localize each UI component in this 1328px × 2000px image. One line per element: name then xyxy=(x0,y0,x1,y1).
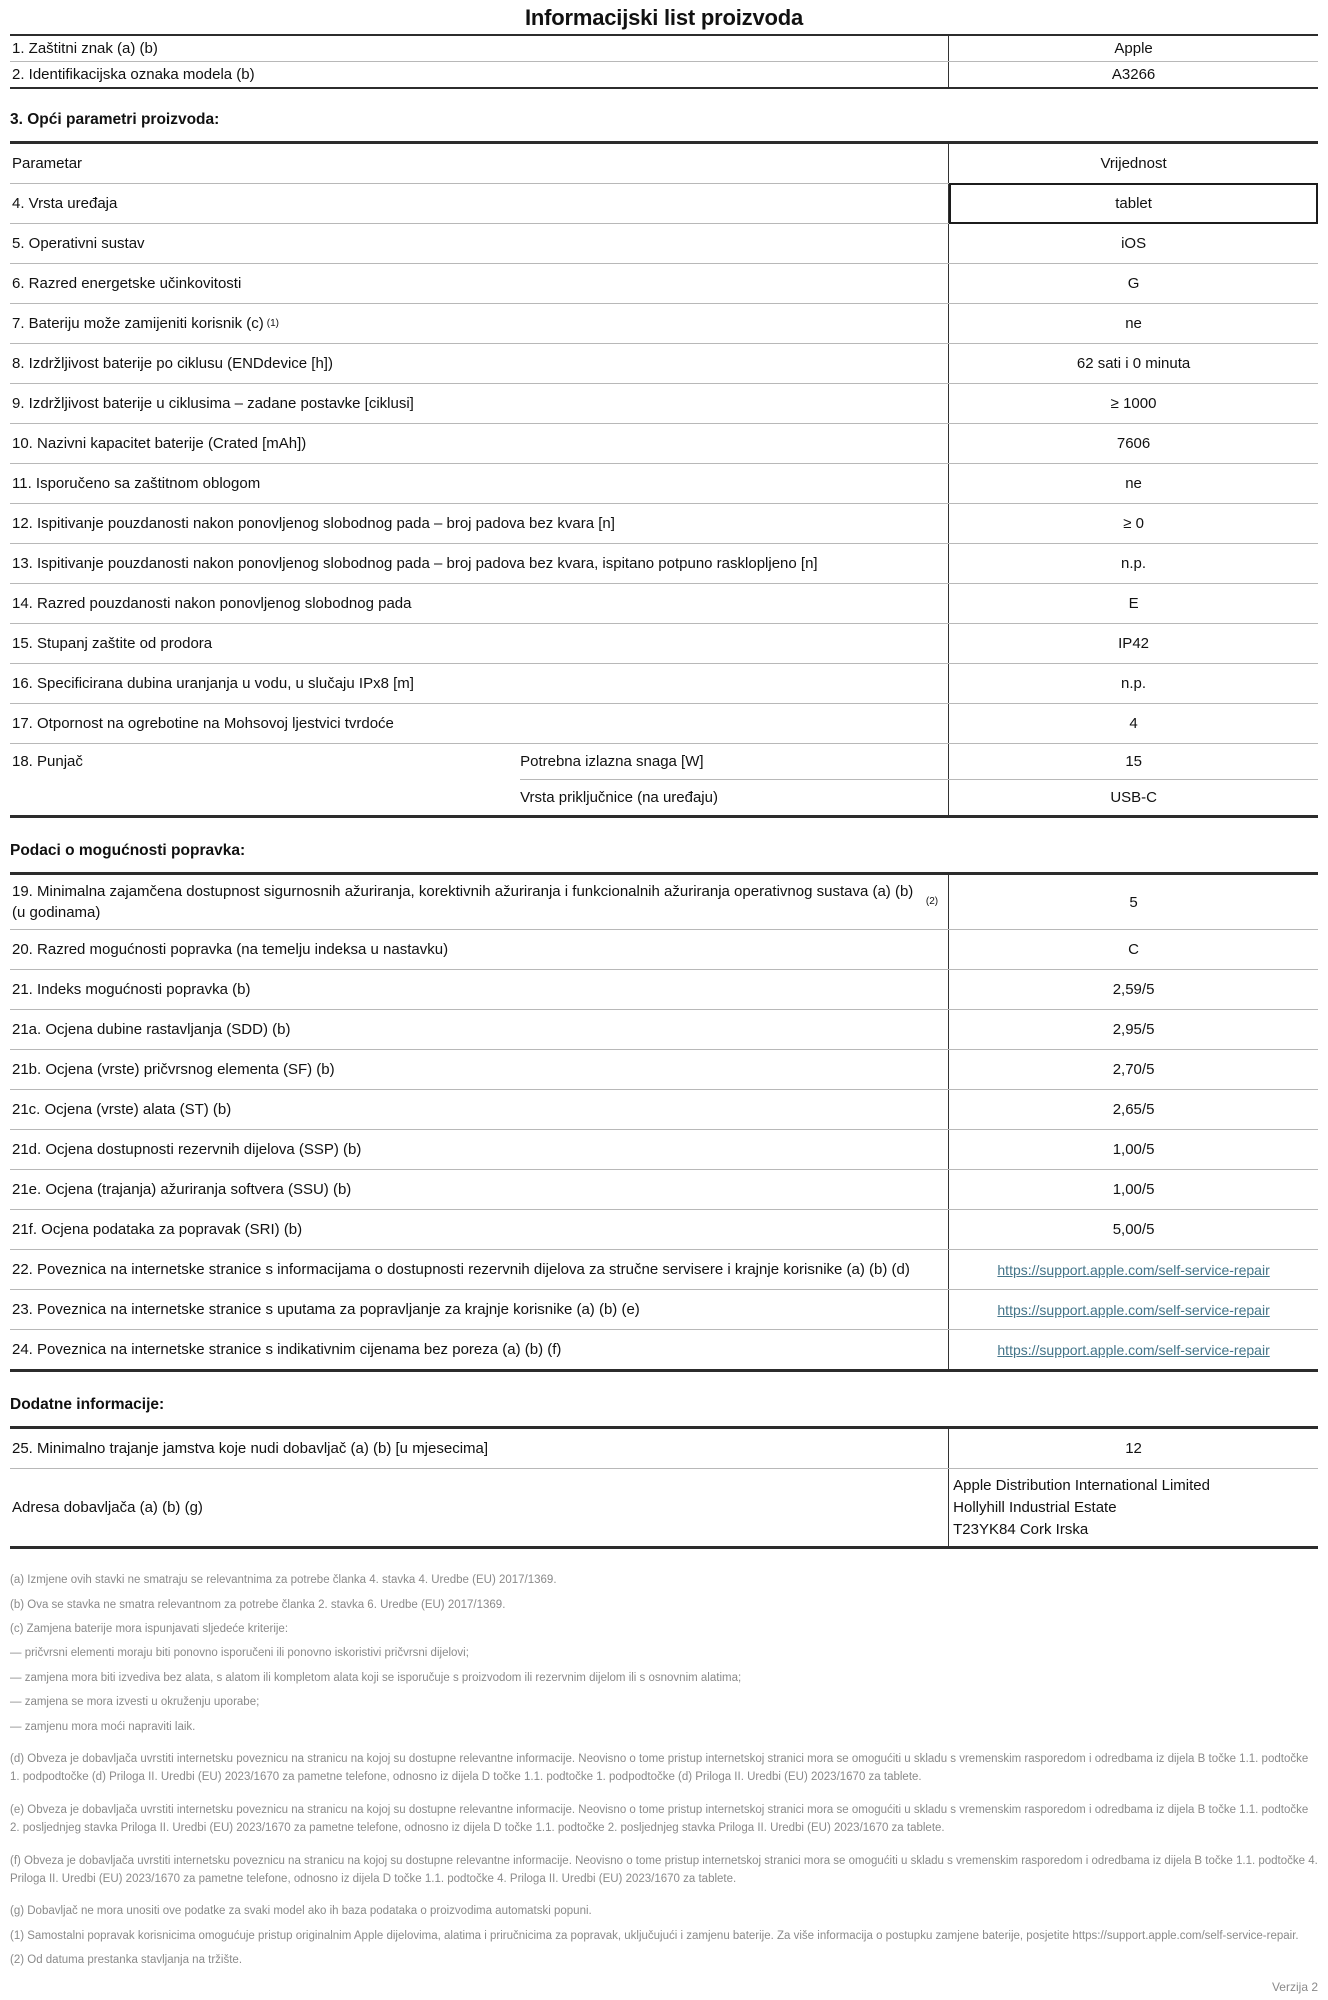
table-row xyxy=(10,703,1318,743)
sub-row-value: 15 xyxy=(1125,753,1143,770)
footnote-list-item: — zamjena se mora izvesti u okruženju uporabe; xyxy=(10,1696,260,1709)
row-label: 21e. Ocjena (trajanja) ažuriranja softvera (SSU) (b) xyxy=(10,1170,949,1209)
table-row xyxy=(10,303,1318,343)
table-row xyxy=(10,503,1318,543)
footnote: (2) Od datuma prestanka stavljanja na tržište. xyxy=(10,1954,243,1967)
row-value-highlighted: tablet xyxy=(949,183,1318,224)
repair-instructions-link[interactable]: https://support.apple.com/self-service-repair xyxy=(997,1301,1270,1318)
row-value: 2,65/5 xyxy=(1112,1101,1155,1118)
row-label: 21. Indeks mogućnosti popravka (b) xyxy=(10,970,949,1009)
sub-row-label: Vrsta priključnice (na uređaju) xyxy=(520,780,949,815)
row-label: 21c. Ocjena (vrste) alata (ST) (b) xyxy=(10,1090,949,1129)
row-value: 62 sati i 0 minuta xyxy=(1076,355,1191,372)
table-row xyxy=(10,463,1318,503)
table-row xyxy=(10,1089,1318,1129)
row-label: 22. Poveznica na internetske stranice s informacijama o dostupnosti rezervnih dijelova za stručne servisere i krajnje korisnike (a) (b) (d) xyxy=(10,1250,949,1289)
table-row xyxy=(10,1169,1318,1209)
general-parameters-table xyxy=(10,141,1318,818)
row-label: 21d. Ocjena dostupnosti rezervnih dijelova (SSP) (b) xyxy=(10,1130,949,1169)
row-value: ne xyxy=(1125,315,1142,332)
footnote: (e) Obveza je dobavljača uvrstiti internetsku poveznicu na stranicu na kojoj su dostupne relevantne informacije. Neovisno o tome pristup internetskoj stranici mora se omogućiti u skladu s vremenskim rasporedom i odredbama iz dijela B točke 1.1. podtočke 2. posljednjeg stavka Priloga II. Uredbi (EU) 2023/1670 za pametne telefone, odnosno iz dijela D točke 1.1. podtočke 2. posljednjeg stavka Priloga II. Uredbi (EU) 2023/1670 za tablete. xyxy=(10,1803,1309,1835)
row-label: 21a. Ocjena dubine rastavljanja (SDD) (b) xyxy=(10,1010,949,1049)
row-value xyxy=(949,1290,1318,1329)
section-heading-general: 3. Opći parametri proizvoda: xyxy=(10,111,220,128)
row-label: 17. Otpornost na ogrebotine na Mohsovoj ljestvici tvrdoće xyxy=(10,704,949,743)
row-value: 4 xyxy=(1129,715,1138,732)
supplier-address-row xyxy=(10,1468,1318,1546)
table-row xyxy=(10,1129,1318,1169)
table-row xyxy=(10,969,1318,1009)
row-value: 12 xyxy=(1125,1440,1142,1457)
footnote: (1) Samostalni popravak korisnicima omogućuje pristup originalnim Apple dijelovima, alatima i priručnicima za popravak, uključujući i zamjenu baterije. Za više informacija o postupku zamjene baterije, posjetite https://support.apple.com/self-service-repair. xyxy=(10,1929,1299,1942)
table-row xyxy=(10,383,1318,423)
supplier-address-line: T23YK84 Cork Irska xyxy=(953,1520,1089,1538)
footnote-list-item: — pričvrsni elementi moraju biti ponovno isporučeni ili ponovno iskoristivi pričvrsni dijelovi; xyxy=(10,1647,469,1660)
row-value: C xyxy=(1128,941,1139,958)
row-label: 7. Bateriju može zamijeniti korisnik (c) (1) xyxy=(10,304,949,343)
row-label: 4. Vrsta uređaja xyxy=(10,184,949,223)
row-label: 1. Zaštitni znak (a) (b) xyxy=(10,36,949,61)
row-label: 24. Poveznica na internetske stranice s indikativnim cijenama bez poreza (a) (b) (f) xyxy=(10,1330,949,1369)
table-header-row xyxy=(10,144,1318,183)
row-label: 9. Izdržljivost baterije u ciklusima – zadane postavke [ciklusi] xyxy=(10,384,949,423)
table-row xyxy=(10,183,1318,223)
table-row xyxy=(10,623,1318,663)
table-row xyxy=(10,223,1318,263)
indicative-prices-link[interactable]: https://support.apple.com/self-service-repair xyxy=(997,1341,1270,1358)
table-row xyxy=(10,1289,1318,1329)
footnote: (f) Obveza je dobavljača uvrstiti internetsku poveznicu na stranicu na kojoj su dostupne relevantne informacije. Neovisno o tome pristup internetskoj stranici mora se omogućiti u skladu s vremenskim rasporedom i odredbama iz dijela B točke 1.1. podtočke 4. Priloga II. Uredbi (EU) 2023/1670 za pametne telefone, odnosno iz dijela D točke 1.1. podtočke 4. Priloga II. Uredbi (EU) 2023/1670 za tablete. xyxy=(10,1854,1318,1885)
table-row xyxy=(10,875,1318,929)
table-row xyxy=(10,1329,1318,1369)
page-title: Informacijski list proizvoda xyxy=(524,5,804,30)
row-value: 7606 xyxy=(1116,435,1151,452)
table-row xyxy=(10,583,1318,623)
row-label: 2. Identifikacijska oznaka modela (b) xyxy=(10,62,949,87)
repairability-table xyxy=(10,872,1318,1372)
row-label: 18. Punjač xyxy=(12,753,83,770)
additional-information-table xyxy=(10,1426,1318,1549)
row-value: ≥ 0 xyxy=(1123,515,1144,532)
table-row xyxy=(10,929,1318,969)
column-header-parameter: Parametar xyxy=(10,144,949,183)
row-label: 14. Razred pouzdanosti nakon ponovljenog slobodnog pada xyxy=(10,584,949,623)
identification-table xyxy=(10,34,1318,89)
version-label: Verzija 2 xyxy=(1271,1979,1318,1994)
row-label: 6. Razred energetske učinkovitosti xyxy=(10,264,949,303)
row-label: 19. Minimalna zajamčena dostupnost sigurnosnih ažuriranja, korektivnih ažuriranja i funkcionalnih ažuriranja operativnog sustava (a) (b) (u godinama) (2) xyxy=(10,875,949,929)
footnote: (a) Izmjene ovih stavki ne smatraju se relevantnima za potrebe članka 4. stavka 4. Uredbe (EU) 2017/1369. xyxy=(10,1574,557,1587)
table-row xyxy=(10,423,1318,463)
row-value: 1,00/5 xyxy=(1112,1141,1155,1158)
row-value: iOS xyxy=(1121,235,1147,252)
row-value: n.p. xyxy=(1121,555,1147,572)
row-value: ne xyxy=(1125,475,1142,492)
table-row xyxy=(10,543,1318,583)
row-label: 23. Poveznica na internetske stranice s uputama za popravljanje za krajnje korisnike (a) (b) (e) xyxy=(10,1290,949,1329)
row-label: 12. Ispitivanje pouzdanosti nakon ponovljenog slobodnog pada – broj padova bez kvara [n] xyxy=(10,504,949,543)
table-row xyxy=(10,36,1318,61)
row-label: 5. Operativni sustav xyxy=(10,224,949,263)
table-row xyxy=(10,1209,1318,1249)
table-row xyxy=(10,1049,1318,1089)
footnotes-section xyxy=(10,1571,1318,1969)
row-label: 21b. Ocjena (vrste) pričvrsnog elementa (SF) (b) xyxy=(10,1050,949,1089)
table-row xyxy=(10,1009,1318,1049)
row-value: 5,00/5 xyxy=(1112,1221,1155,1238)
supplier-address xyxy=(949,1469,1318,1546)
row-value xyxy=(949,1330,1318,1369)
table-row xyxy=(10,663,1318,703)
row-value: Apple xyxy=(1114,40,1153,57)
row-label: 8. Izdržljivost baterije po ciklusu (ENDdevice [h]) xyxy=(10,344,949,383)
row-label: 10. Nazivni kapacitet baterije (Crated [mAh]) xyxy=(10,424,949,463)
charger-sub-row xyxy=(520,779,1318,815)
section-heading-repair: Podaci o mogućnosti popravka: xyxy=(10,842,246,859)
charger-row xyxy=(10,743,1318,815)
table-row xyxy=(10,343,1318,383)
footnote: (b) Ova se stavka ne smatra relevantnom za potrebe članka 2. stavka 6. Uredbe (EU) 2017/1369. xyxy=(10,1598,506,1611)
row-label: 13. Ispitivanje pouzdanosti nakon ponovljenog slobodnog pada – broj padova bez kvara, ispitano potpuno rasklopljeno [n] xyxy=(10,544,949,583)
footnote-list-item: — zamjenu mora moći napraviti laik. xyxy=(10,1720,196,1733)
row-value: ≥ 1000 xyxy=(1110,395,1157,412)
footnote: (g) Dobavljač ne mora unositi ove podatke za svaki model ako ih baza podataka o proizvodima automatski popuni. xyxy=(10,1905,592,1918)
row-label: 25. Minimalno trajanje jamstva koje nudi dobavljač (a) (b) [u mjesecima] xyxy=(10,1429,949,1468)
table-row xyxy=(10,263,1318,303)
row-value: 2,70/5 xyxy=(1112,1061,1155,1078)
supplier-address-line: Apple Distribution International Limited xyxy=(953,1477,1210,1494)
row-label: 11. Isporučeno sa zaštitnom oblogom xyxy=(10,464,949,503)
footnote-list-item: — zamjena mora biti izvediva bez alata, s alatom ili kompletom alata koji se isporučuje s proizvodom ili rezervnim dijelom ili s osnovnim alatima; xyxy=(10,1671,742,1684)
row-value: n.p. xyxy=(1121,675,1147,692)
row-label: 15. Stupanj zaštite od prodora xyxy=(10,624,949,663)
row-label: Adresa dobavljača (a) (b) (g) xyxy=(10,1469,949,1546)
row-value: IP42 xyxy=(1118,635,1149,652)
footnote: (c) Zamjena baterije mora ispunjavati sljedeće kriterije: xyxy=(10,1623,289,1636)
sub-row-value: USB-C xyxy=(1110,789,1158,806)
row-value: 5 xyxy=(1129,893,1138,911)
row-value: 2,95/5 xyxy=(1112,1021,1155,1038)
spare-parts-link[interactable]: https://support.apple.com/self-service-repair xyxy=(997,1261,1270,1278)
section-heading-additional: Dodatne informacije: xyxy=(10,1396,165,1413)
row-value: 2,59/5 xyxy=(1112,981,1155,998)
row-value xyxy=(949,1250,1318,1289)
row-label: 21f. Ocjena podataka za popravak (SRI) (b) xyxy=(10,1210,949,1249)
table-row xyxy=(10,1249,1318,1289)
supplier-address-line: Hollyhill Industrial Estate xyxy=(953,1498,1117,1516)
row-label: 20. Razred mogućnosti popravka (na temelju indeksa u nastavku) xyxy=(10,930,949,969)
row-value: A3266 xyxy=(1111,66,1156,83)
charger-sub-row xyxy=(520,744,1318,779)
column-header-value: Vrijednost xyxy=(1100,155,1167,172)
sub-row-label: Potrebna izlazna snaga [W] xyxy=(520,744,949,779)
footnote: (d) Obveza je dobavljača uvrstiti internetsku poveznicu na stranicu na kojoj su dostupne relevantne informacije. Neovisno o tome pristup internetskoj stranici mora se omogućiti u skladu s vremenskim rasporedom i odredbama iz dijela B točke 1.1. podtočke 1. podpodtočke (d) Priloga II. Uredbi (EU) 2023/1670 za pametne telefone, odnosno iz dijela D točke 1.1. podtočke 1. podpodtočke (d) Priloga II. Uredbi (EU) 2023/1670 za tablete. xyxy=(10,1752,1309,1784)
table-row xyxy=(10,61,1318,87)
row-value: 1,00/5 xyxy=(1112,1181,1155,1198)
row-label: 16. Specificirana dubina uranjanja u vodu, u slučaju IPx8 [m] xyxy=(10,664,949,703)
row-value: G xyxy=(1127,275,1140,292)
row-value: E xyxy=(1128,595,1139,612)
table-row xyxy=(10,1429,1318,1468)
